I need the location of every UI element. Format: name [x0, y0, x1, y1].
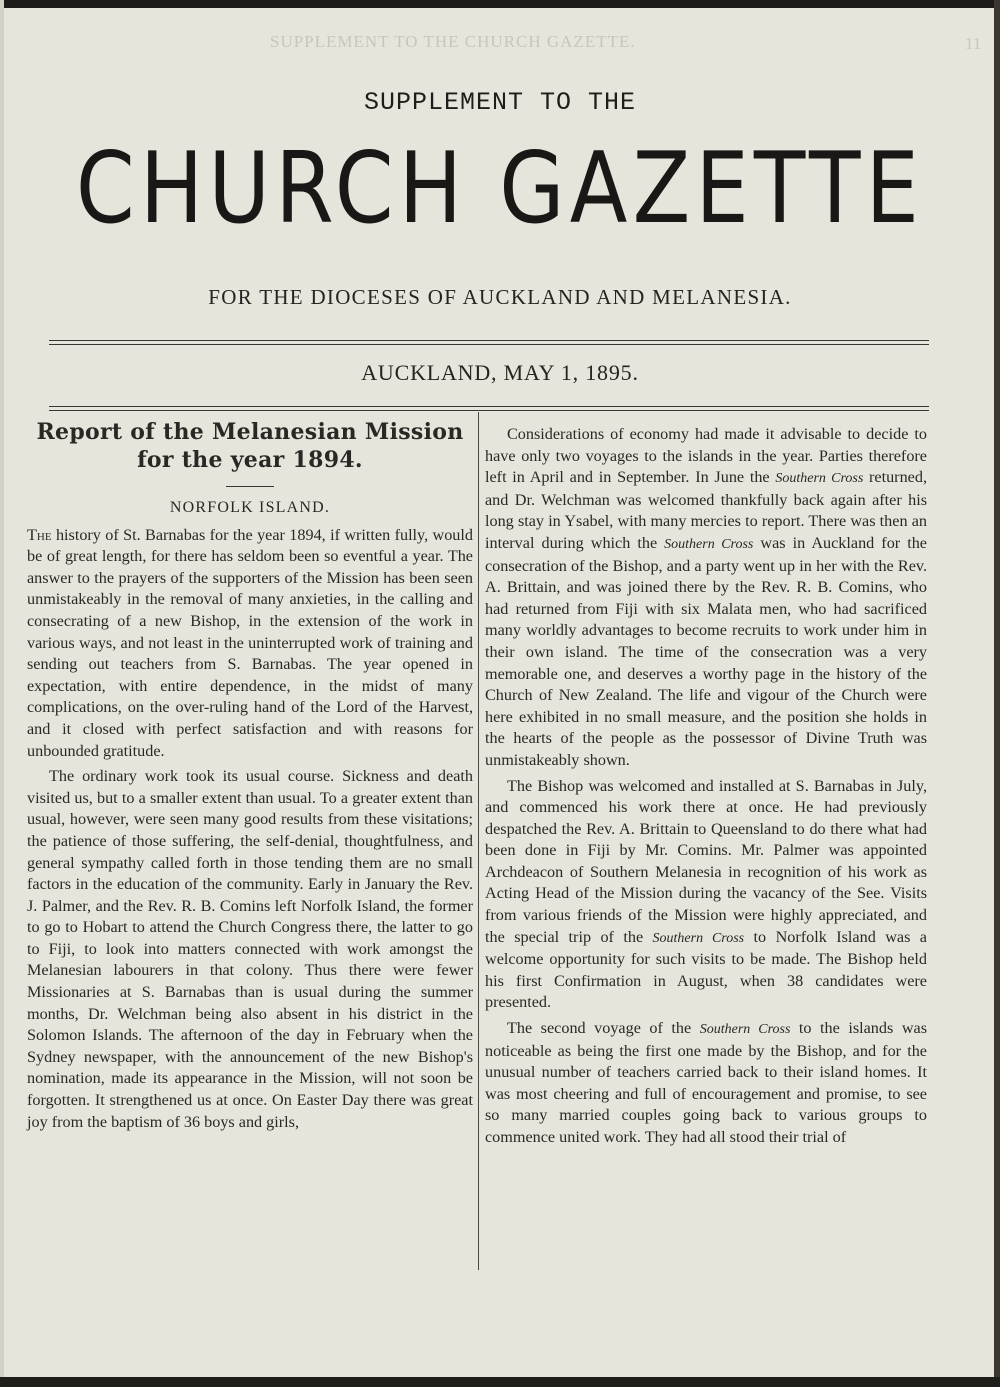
masthead-rule: [49, 340, 929, 345]
right-column: [485, 424, 927, 1149]
paragraph: The ordinary work took its usual course. Sickness and death visited us, but to a smaller extent than usual. To a greater extent than usual, however, were seen many good results from these visitations; the patience of those suffering, the self-denial, thoughtfulness, and general sympathy called forth in those tending them are no small factors in the education of the community. Early in January the Rev. J. Palmer, and the Rev. R. B. Comins left Norfolk Island, the former to go to Hobart to attend the Church Congress there, the latter to go to Fiji, to look into matters connected with work amongst the Melanesian labourers in that colony. Thus there were fewer Missionaries at S. Barnabas than is usual during the summer months, Dr. Welchman being also absent in his district in the Solomon Islands. The afternoon of the day in February when the Sydney newspaper, with the announcement of the new Bishop's nomination, made its appearance in the Mission, will not soon be forgotten. It strengthened us at once. On Easter Day there was great joy from the baptism of 36 boys and girls,: [27, 767, 473, 1131]
masthead-subtitle: FOR THE DIOCESES OF AUCKLAND AND MELANESIA.: [208, 285, 792, 309]
ship-name: Southern Cross: [775, 471, 864, 487]
paragraph-text: history of St. Barnabas for the year 1894, if written fully, would be of great length, for there has seldom been so eventful a year. The answer to the prayers of the supporters of the Mission has been seen unmistakeably in the removal of many anxieties, in the calling and consecrating of a new Bishop, in the extension of the work in various ways, and not least in the uninterrupted work of training and sending out teachers from S. Barnabas. The year opened in expectation, with entire dependence, in the midst of many complications, on the over-ruling hand of the Lord of the Harvest, and it closed with perfect satisfaction and with reasons for unbounded gratitude.: [27, 525, 473, 760]
dateline-rule: [49, 406, 929, 411]
dateline: AUCKLAND, MAY 1, 1895.: [361, 360, 639, 385]
article-headline: Report of the Melanesian Mission for the year 1894.: [36, 419, 464, 473]
left-column: [27, 414, 473, 1133]
section-heading: NORFOLK ISLAND.: [169, 499, 331, 516]
scan-right-edge: [994, 0, 1000, 1387]
paragraph: The Bishop was welcomed and installed at S. Barnabas in July, and commenced his work there at once. He had previously despatched the Rev. A. Brittain to Queensland to do there what had been done in Fiji by Mr. Comins. Mr. Palmer was appointed Archdeacon of Southern Melanesia in recognition of his work as Acting Head of the Mission during the vacancy of the See. Visits from various friends of the Mission were highly appreciated, and the special trip of the Southern Cross to Norfolk Island was a welcome opportunity for such visits to be made. The Bishop held his first Confirmation in August, when 38 candidates were presented.: [485, 776, 927, 1012]
column-divider: [478, 412, 479, 1270]
scan-left-edge: [0, 0, 4, 1387]
paragraph-lead: The: [27, 525, 52, 544]
paragraph: Considerations of economy had made it advisable to decide to have only two voyages to the islands in the year. Parties therefore left in April and in September. In June the Southern Cross returned, and Dr. Welchman was welcomed thankfully back again after his long stay in Ysabel, with many mercies to report. There was then an interval during which the Southern Cross was in Auckland for the consecration of the Bishop, and a party went up in her with the Rev. A. Brittain, and was joined there by the Rev. R. B. Comins, who had returned from Fiji with six Malata men, who had sacrificed many worldly advantages to become recruits to work under him in their own island. The time of the consecration was a very memorable one, and deserves a worthy page in the history of the Church of New Zealand. The life and vigour of the Church were here exhibited in no small measure, and the position she holds in the hearts of the people as the possessor of Divine Truth was unmistakeably shown.: [485, 425, 927, 769]
scan-bottom-edge: [0, 1377, 1000, 1387]
bleed-through-page-number: 11: [965, 34, 982, 53]
ship-name: Southern Cross: [652, 930, 745, 946]
scan-top-edge: [0, 0, 1000, 8]
masthead-title: CHURCH GAZETTE: [75, 132, 925, 246]
bleed-through-header: SUPPLEMENT TO THE CHURCH GAZETTE.: [270, 32, 636, 51]
ship-name: Southern Cross: [699, 1022, 791, 1038]
paragraph: The second voyage of the Southern Cross to the islands was noticeable as being the first one made by the Bishop, and for the unusual number of teachers carried back to their island homes. It was most cheering and full of encouragement and promise, to see so many married couples going back to various groups to commence united work. They had all stood their trial of: [485, 1019, 927, 1146]
supplement-line: SUPPLEMENT TO THE: [363, 88, 637, 117]
headline-rule: [226, 486, 274, 487]
paragraph: [27, 525, 473, 763]
ship-name: Southern Cross: [664, 536, 754, 552]
